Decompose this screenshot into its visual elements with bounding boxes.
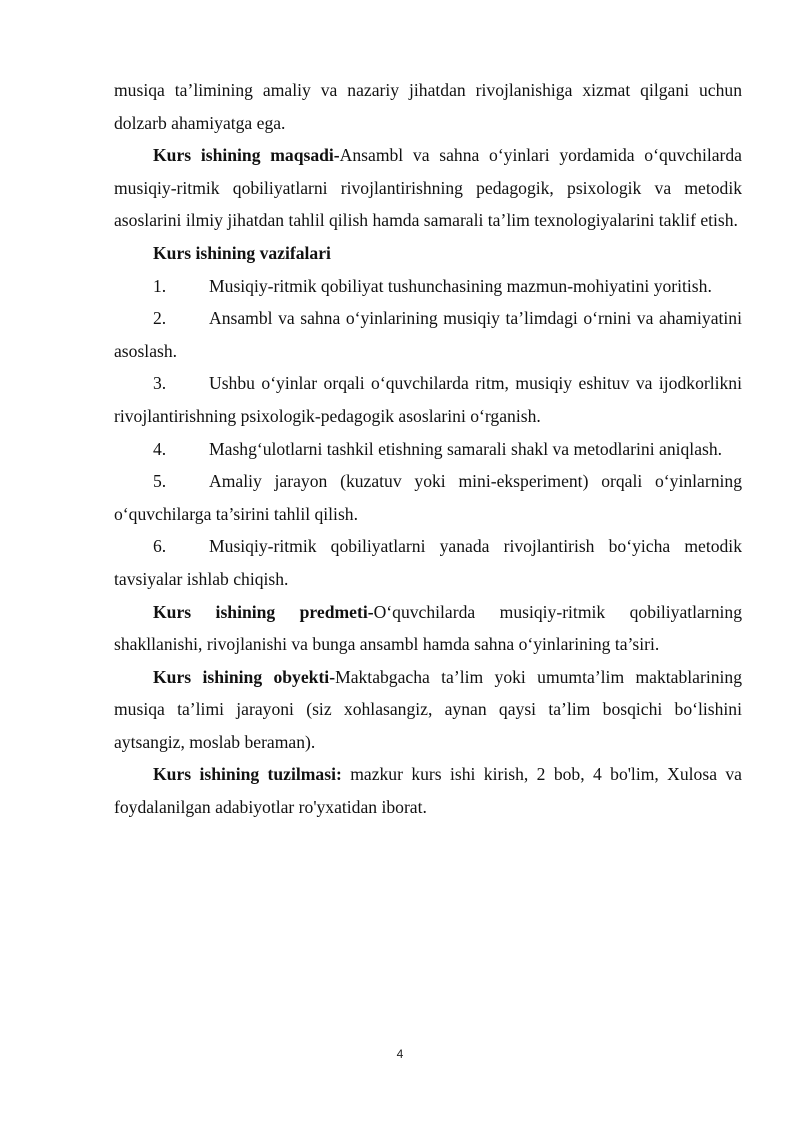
task-number: 5. <box>153 471 167 492</box>
object-text: Maktabgacha ta’lim yoki umumta’lim maktablarining musiqa ta’limi jarayoni (siz xohlasangiz, aynan qaysi ta’lim bosqichi bo‘lishini aytsangiz, moslab beraman). <box>114 666 742 752</box>
object-paragraph <box>114 661 742 759</box>
structure-label: Kurs ishining tuzilmasi: <box>153 764 342 785</box>
task-item <box>114 302 742 367</box>
task-number: 2. <box>153 308 167 329</box>
task-item <box>114 367 742 432</box>
task-text: Mashg‘ulotlarni tashkil etishning samarali shakl va metodlarini aniqlash. <box>209 438 723 459</box>
goal-label: Kurs ishining maqsadi- <box>153 145 340 166</box>
task-text: Musiqiy-ritmik qobiliyat tushunchasining mazmun-mohiyatini yoritish. <box>209 275 712 296</box>
subject-paragraph <box>114 596 742 661</box>
page-body <box>114 74 742 824</box>
goal-paragraph <box>114 139 742 237</box>
page-number: 4 <box>396 1047 404 1061</box>
task-text: Ushbu o‘yinlar orqali o‘quvchilarda ritm, musiqiy eshituv va ijodkorlikni rivojlantirishning psixologik-pedagogik asoslarini o‘rganish. <box>114 373 742 426</box>
task-text: Musiqiy-ritmik qobiliyatlarni yanada rivojlantirish bo‘yicha metodik tavsiyalar ishlab chiqish. <box>114 536 742 589</box>
task-text: Amaliy jarayon (kuzatuv yoki mini-eksperiment) orqali o‘yinlarning o‘quvchilarga ta’sirini tahlil qilish. <box>114 471 742 524</box>
task-item <box>114 433 742 466</box>
subject-text: O‘quvchilarda musiqiy-ritmik qobiliyatlarning shakllanishi, rivojlanishi va bunga ansambl hamda sahna o‘yinlarining ta’siri. <box>114 601 743 655</box>
subject-label: Kurs ishining predmeti- <box>153 601 374 622</box>
task-item <box>114 270 742 303</box>
task-number: 3. <box>153 373 167 394</box>
task-text: Ansambl va sahna o‘yinlarining musiqiy ta’limdagi o‘rnini va ahamiyatini asoslash. <box>114 308 742 361</box>
task-number: 4. <box>153 438 167 459</box>
structure-paragraph <box>114 758 742 823</box>
task-item <box>114 530 742 595</box>
object-label: Kurs ishining obyekti- <box>153 666 336 687</box>
goal-text: Ansambl va sahna o‘yinlari yordamida o‘quvchilarda musiqiy-ritmik qobiliyatlarni rivojlantirishning pedagogik, psixologik va metodik asoslarini ilmiy jihatdan tahlil qilish hamda samarali ta’lim texnologiyalarini taklif etish. <box>114 145 742 231</box>
intro-paragraph: musiqa ta’limining amaliy va nazariy jihatdan rivojlanishiga xizmat qilgani uchun dolzarb ahamiyatga ega. <box>114 80 742 133</box>
task-number: 6. <box>153 536 167 557</box>
tasks-heading: Kurs ishining vazifalari <box>153 242 331 263</box>
task-item <box>114 465 742 530</box>
task-number: 1. <box>153 275 167 296</box>
structure-text: mazkur kurs ishi kirish, 2 bob, 4 bo'lim, Xulosa va foydalanilgan adabiyotlar ro'yxatidan iborat. <box>114 764 742 818</box>
